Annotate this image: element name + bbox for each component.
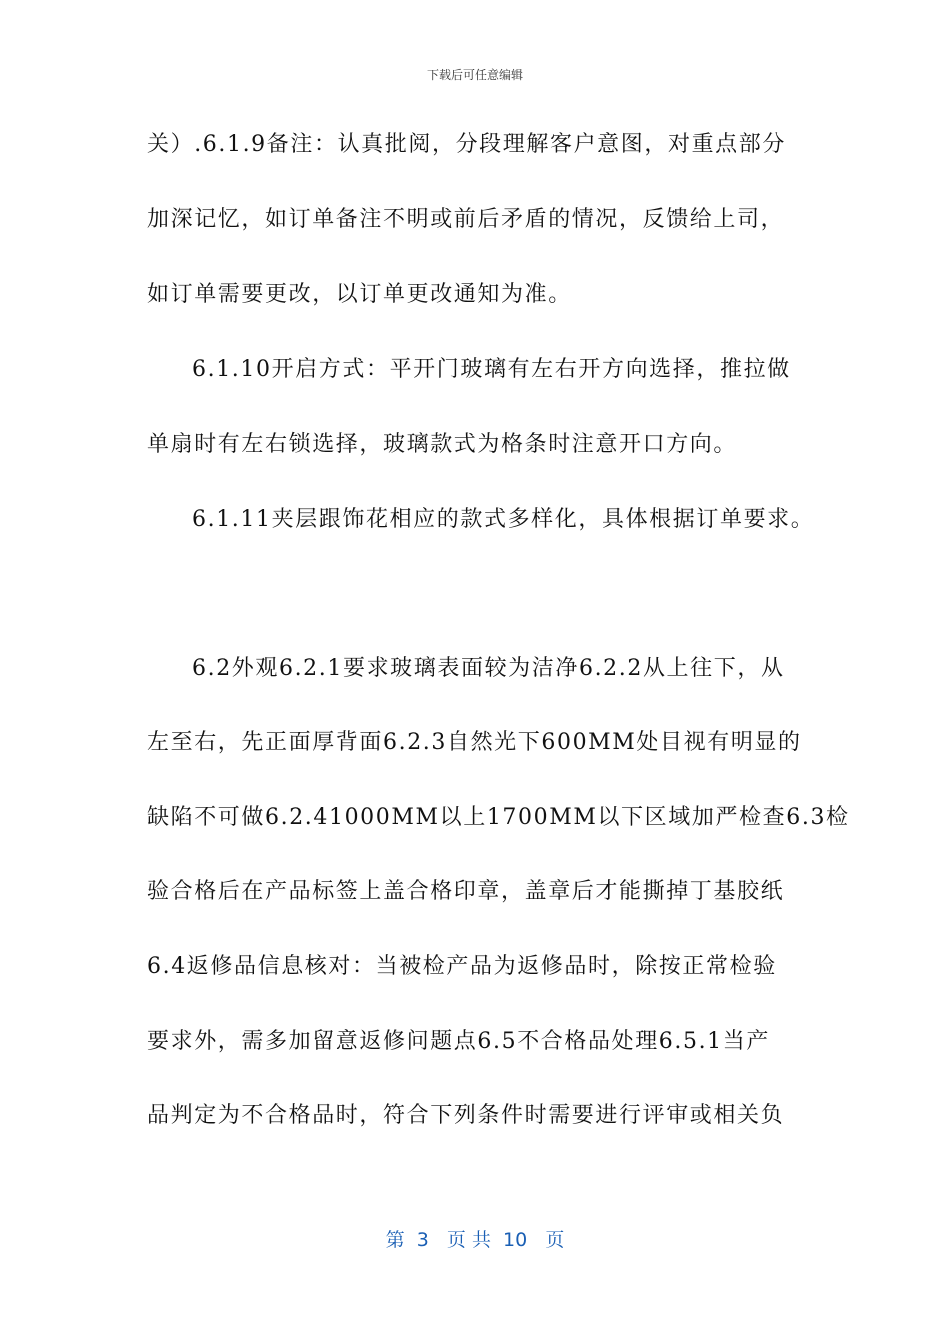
paragraph-line: 缺陷不可做6.2.41000MM以上1700MM以下区域加严检查6.3检 — [147, 805, 850, 830]
paragraph-line: 如订单需要更改，以订单更改通知为准。 — [147, 282, 572, 307]
paragraph-line: 6.4返修品信息核对：当被检产品为返修品时，除按正常检验 — [147, 954, 777, 979]
paragraph-line: 6.1.10开启方式：平开门玻璃有左右开方向选择，推拉做 — [192, 357, 791, 382]
paragraph-line: 6.1.11夹层跟饰花相应的款式多样化，具体根据订单要求。 — [192, 507, 815, 532]
paragraph-line: 加深记忆，如订单备注不明或前后矛盾的情况，反馈给上司， — [147, 207, 785, 232]
paragraph-line: 6.2外观6.2.1要求玻璃表面较为洁净6.2.2从上往下，从 — [192, 656, 785, 681]
page-header: 下载后可任意编辑 — [426, 68, 523, 82]
paragraph-line: 验合格后在产品标签上盖合格印章，盖章后才能撕掉丁基胶纸 — [147, 879, 785, 904]
paragraph-line: 品判定为不合格品时，符合下列条件时需要进行评审或相关负 — [147, 1103, 785, 1128]
page-number-footer: 第 3 页 共 10 页 — [385, 1229, 565, 1251]
paragraph-line: 关）.6.1.9备注：认真批阅，分段理解客户意图，对重点部分 — [147, 132, 786, 157]
paragraph-line: 左至右，先正面厚背面6.2.3自然光下600MM处目视有明显的 — [147, 730, 802, 755]
paragraph-line: 单扇时有左右锁选择，玻璃款式为格条时注意开口方向。 — [147, 432, 738, 457]
paragraph-line: 要求外，需多加留意返修问题点6.5不合格品处理6.5.1当产 — [147, 1029, 770, 1054]
